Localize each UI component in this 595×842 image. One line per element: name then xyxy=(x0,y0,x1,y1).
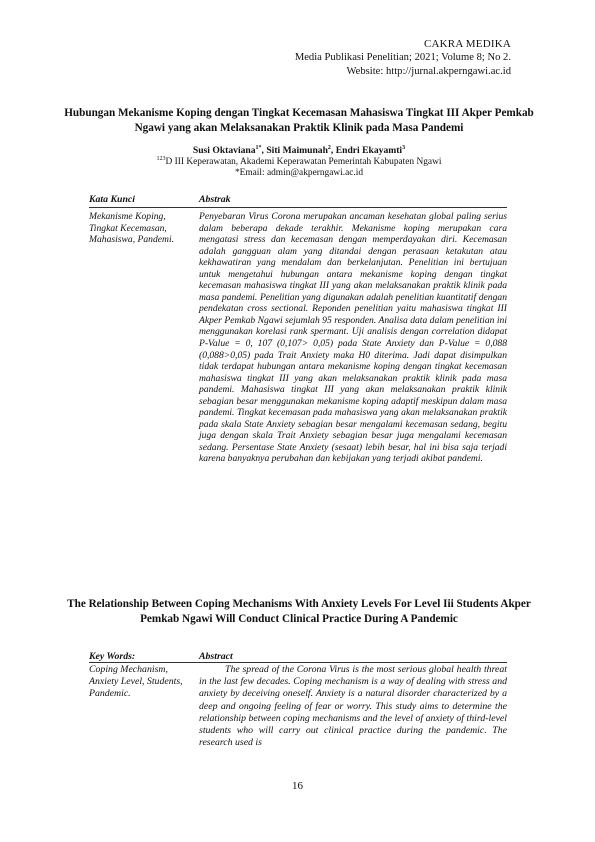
contact-email: *Email: admin@akperngawi.ac.id xyxy=(234,168,364,178)
author-1-marker: 1* xyxy=(255,144,262,151)
author-2-marker: 2 xyxy=(327,144,331,151)
paper-title-indonesian: Hubungan Mekanisme Koping dengan Tingkat Kecemasan Mahasiswa Tingkat III Akper Pemkab Ngawi yang akan Melaksanakan Praktik Klinik pada Masa Pandemi xyxy=(64,107,534,134)
section-divider-english xyxy=(89,662,507,663)
abstract-english: The spread of the Corona Virus is the most serious global health threat in the last few decades. Coping mechanism is a way of dealing with stress and anxiety by deceiving oneself. Anxiety is a natural disorder characterized by a deep and ongoing feeling of fear or worry. This study aims to determine the relationship between coping mechanisms and the level of anxiety of third-level students who will carry out clinical practice during the pandemic. The research used is xyxy=(199,664,507,749)
paper-title-english: The Relationship Between Coping Mechanisms With Anxiety Levels For Level Iii Students Akper Pemkab Ngawi Will Conduct Clinical Practice During A Pandemic xyxy=(67,598,531,625)
journal-website: Website: http://jurnal.akperngawi.ac.id xyxy=(346,66,511,77)
abstract-heading-english: Abstract xyxy=(199,651,233,662)
keywords-english: Coping Mechanism, Anxiety Level, Students, Pandemic. xyxy=(89,664,183,700)
affiliation xyxy=(60,157,538,169)
affiliation-text: D III Keperawatan, Akademi Keperawatan Pemerintah Kabupaten Ngawi xyxy=(165,156,442,167)
author-3-marker: 3 xyxy=(402,144,406,151)
abstract-indonesian: Penyebaran Virus Corona merupakan ancaman kesehatan global paling serius dalam beberapa dekade terakhir. Mekanisme koping merupakan cara mengatasi stress dan kecemasan dengan memperdayakan diri. Kecemasan adalah gangguan alam yang ditandai dengan perasaan ketakutan atau kekhawatiran yang mendalam dan berkelanjutan. Penelitian ini bertujuan untuk mengetahui hubungan antara mekanisme koping dengan tingkat kecemasan mahasiswa tingkat III yang akan melaksanakan praktik klinik pada masa pandemi. Penelitian yang digunakan adalah penelitian kuantitatif dengan pendekatan cross sectional. Reponden penelitian yaitu mahasiswa tingkat III Akper Pemkab Ngawi sejumlah 95 responden. Analisa data dalam penelitian ini menggunakan korelasi rank spermant. Uji analisis dengan correlation didapat P-Value = 0, 107 (0,107> 0,05) pada State Anxiety dan P-Value = 0,088 (0,088>0,05) pada Trait Anxiety maka H0 diterima. Jadi dapat disimpulkan tidak terdapat hubungan antara mekanisme koping dengan tingkat kecemasan mahasiswa tingkat III yang akan melaksanakan praktik klinik pada masa pandemi. Mahasiswa tingkat III yang akan melaksanakan praktik klinik sebagian besar menggunakan mekanisme koping adaptif meskipun dalam masa pandemi. Tingkat kecemasan pada mahasiswa yang akan melaksanakan praktik pada skala State Anxiety sebagian besar mengalami kecemasan sedang, begitu juga dengan skala Trait Anxiety sebagian besar juga mengalami kecemasan sedang. Persentase State Anxiety (sesaat) lebih besar, hal ini bisa saja terjadi karena banyaknya perubahan dan kebijakan yang terjadi akibat pandemi. xyxy=(199,211,507,465)
abstract-heading-indonesian: Abstrak xyxy=(199,194,231,205)
publication-info: Media Publikasi Penelitian; 2021; Volume 8; No 2. xyxy=(294,52,511,63)
page-number: 16 xyxy=(292,780,303,792)
keywords-indonesian: Mekanisme Koping, Tingkat Kecemasan, Mahasiswa, Pandemi. xyxy=(89,211,175,246)
affiliation-marker: 123 xyxy=(156,155,166,162)
author-names: Susi Oktaviana$^{1*}$, Siti Maimunah$^2$, Endri Ekayamti$^3$ xyxy=(192,144,406,156)
author-1: Susi Oktaviana xyxy=(192,145,256,156)
author-block xyxy=(60,145,538,180)
keywords-heading-english: Key Words: xyxy=(89,651,136,662)
keywords-heading-indonesian: Kata Kunci xyxy=(89,194,136,205)
section-divider xyxy=(89,207,507,208)
author-3: Endri Ekayamti xyxy=(335,145,403,156)
journal-name: CAKRA MEDIKA xyxy=(423,38,511,50)
author-2: Siti Maimunah xyxy=(266,145,328,156)
journal-header xyxy=(295,37,511,79)
